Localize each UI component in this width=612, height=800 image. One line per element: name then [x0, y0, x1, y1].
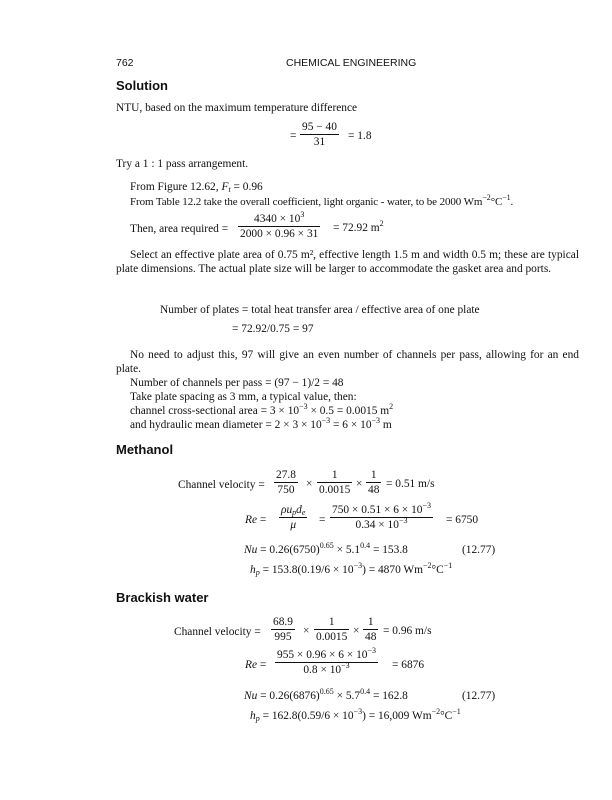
ntu-intro: NTU, based on the maximum temperature difference — [116, 102, 358, 114]
brackish-re-result: = 6876 — [392, 659, 425, 671]
brackish-equation-reference: (12.77) — [462, 690, 496, 702]
plates-line: Number of plates = total heat transfer area / effective area of one plate — [160, 304, 480, 316]
area-fraction — [238, 210, 320, 240]
book-page: 762 CHEMICAL ENGINEERING Solution NTU, based on the maximum temperature difference = $\frac{95 - 40}{31}$ = 1.8 Try a 1 : 1 pass arrangement. From Figure 12.62, $F_t = 0.96$ From Table 12.2 take the overall coefficient, light organic - water, to be 2000 $Wm^{-2}^\circ C^{-1}$. Then, area required = $\frac{4340 \times 10^3}{2000 \times 0.96 \times 31}$ = 72.92 $m^2$ Select an effective plate area of 0.75 m², effective length 1.5 m and width 0.5 m; these are typical plate dimensions. The actual plate size will be larger to accommodate the gasket area and ports. Number of plates = total heat transfer area / effective area of one plate = 72.92/0.75 = 97 No need to adjust this, 97 will give an even number of channels per pass, allowing for an end plate. Number of channels per pass = (97 − 1)/2 = 48 Take plate spacing as 3 mm, a typical value, then: channel cross-sectional area = $3 \times 10^{-3} \times 0.5 = 0.0015$ $m^2$ and hydraulic mean diameter = $2 \times 3 \times 10^{-3} = 6 \times 10^{-3}$ m Methanol Channel velocity = $\frac{27.8}{750}$ × $\frac{1}{0.0015}$ × $\frac{1}{48}$ = 0.51 m/s Re = $\rho u_pd_e$ μ = $\frac{750 \times 0.51 \times 6 \times 10^{-3}}{0.34 \times 10^{-3}}$ = 6750 $Nu = 0.26(6750)^{0.65} \times 5.1^{0.4} = 153.8$ (12.77) $h_p = 153.8(0.19/6 \times 10^{-3}) = 4870$ $Wm^{-2}^\circ C^{-1}$ Brackish water Channel velocity = $\frac{68.9}{995}$ × $\frac{1}{0.0015}$ × $\frac{1}{48}$ = 0.96 m/s Re = $\frac{955 \times 0.96 \times 6 \times 10^{-3}}{0.8 \times 10^{-3}}$ = 6876 $Nu = 0.26(6876)^{0.65} \times 5.7^{0.4} = 162.8$ (12.77) $h_p = 162.8(0.59/6 \times 10^{-3}) = 16,009$ $Wm^{-2}^\circ C^{-1}$ — [116, 57, 579, 723]
area-result: = 72.92 $m^2$ — [333, 219, 384, 234]
no-need-paragraph: No need to adjust this, 97 will give an even number of channels per pass, allowing for an end plate. — [116, 349, 579, 375]
ntu-result: = 1.8 — [348, 130, 372, 142]
hydraulic-diameter-line: and hydraulic mean diameter = $2 \times 3 \times 10^{-3} = 6 \times 10^{-3}$ m — [130, 416, 392, 431]
brackish-water-heading: Brackish water — [116, 590, 209, 605]
brackish-velocity-result: = 0.96 m/s — [383, 625, 432, 637]
brackish-velocity-fraction-1: $\frac{68.9}{995}$ — [273, 616, 293, 643]
plates-result: = 72.92/0.75 = 97 — [232, 323, 314, 335]
running-title: CHEMICAL ENGINEERING — [286, 57, 417, 69]
methanol-re-lhs: Re = — [245, 514, 267, 526]
methanol-nu-line: $Nu = 0.26(6750)^{0.65} \times 5.1^{0.4} = 153.8$ — [244, 541, 408, 556]
cross-section-line: channel cross-sectional area = $3 \times 10^{-3} \times 0.5 = 0.0015$ $m^2$ — [130, 402, 394, 417]
methanol-velocity-fraction-1: $\frac{27.8}{750}$ — [276, 469, 296, 496]
ntu-numerator: 95 − 40 — [302, 121, 337, 133]
methanol-re-fraction: $\frac{750 \times 0.51 \times 6 \times 10^{-3}}{0.34 \times 10^{-3}}$ — [332, 501, 431, 531]
area-denominator: 2000 × 0.96 × 31 — [240, 228, 319, 240]
methanol-re-result: = 6750 — [446, 514, 479, 526]
channels-per-pass: Number of channels per pass = (97 − 1)/2 = 48 — [130, 377, 344, 389]
brackish-velocity-fraction-2: $\frac{1}{0.0015}$ — [316, 616, 348, 643]
brackish-velocity-label: Channel velocity = — [174, 626, 261, 638]
area-numerator: $4340 \times 10^3$ — [254, 210, 305, 225]
methanol-hp-line: $h_p = 153.8(0.19/6 \times 10^{-3}) = 4870$ $Wm^{-2}^\circ C^{-1}$ — [250, 561, 453, 577]
methanol-velocity-result: = 0.51 m/s — [386, 478, 435, 490]
brackish-velocity-fraction-3: $\frac{1}{48}$ — [365, 616, 377, 643]
ft-value: = 0.96 — [233, 181, 263, 193]
brackish-nu-line: $Nu = 0.26(6876)^{0.65} \times 5.7^{0.4} = 162.8$ — [244, 687, 408, 702]
from-table-line: From Table 12.2 take the overall coefficient, light organic - water, to be 2000 $Wm^{-2}^\circ C^{-1}$. — [130, 193, 514, 208]
methanol-velocity-fraction-2: $\frac{1}{0.0015}$ — [319, 469, 351, 496]
methanol-heading: Methanol — [116, 442, 174, 457]
ntu-equals: = — [290, 130, 297, 142]
ntu-fraction — [300, 121, 339, 148]
try-arrangement: Try a 1 : 1 pass arrangement. — [116, 158, 249, 170]
area-prefix: Then, area required = — [130, 223, 229, 235]
from-figure-line: From Figure 12.62, $F_t = 0.96$ — [130, 181, 263, 194]
select-paragraph: Select an effective plate area of 0.75 m², effective length 1.5 m and width 0.5 m; these are typical plate dimensions. The actual plate size will be larger to accommodate the gasket area and ports. — [116, 249, 579, 275]
ntu-denominator: 31 — [300, 134, 339, 148]
brackish-re-lhs: Re = — [245, 659, 267, 671]
methanol-velocity-label: Channel velocity = — [178, 479, 265, 491]
methanol-re-fraction-symbolic: $\rho u_pd_e$ μ — [281, 504, 306, 531]
methanol-velocity-fraction-3: $\frac{1}{48}$ — [368, 469, 380, 496]
plate-spacing: Take plate spacing as 3 mm, a typical value, then: — [130, 391, 357, 403]
solution-heading: Solution — [116, 78, 168, 93]
methanol-equation-reference: (12.77) — [462, 544, 496, 556]
from-table-text: From Table 12.2 take the overall coefficient, light organic - water, to be 2000 Wm — [130, 196, 483, 208]
brackish-re-fraction: $\frac{955 \times 0.96 \times 6 \times 10^{-3}}{0.8 \times 10^{-3}}$ — [277, 646, 376, 676]
brackish-hp-line: $h_p = 162.8(0.59/6 \times 10^{-3}) = 16,009$ $Wm^{-2}^\circ C^{-1}$ — [250, 707, 461, 723]
page-number: 762 — [116, 57, 134, 69]
from-figure-text: From Figure 12.62, — [130, 181, 219, 193]
